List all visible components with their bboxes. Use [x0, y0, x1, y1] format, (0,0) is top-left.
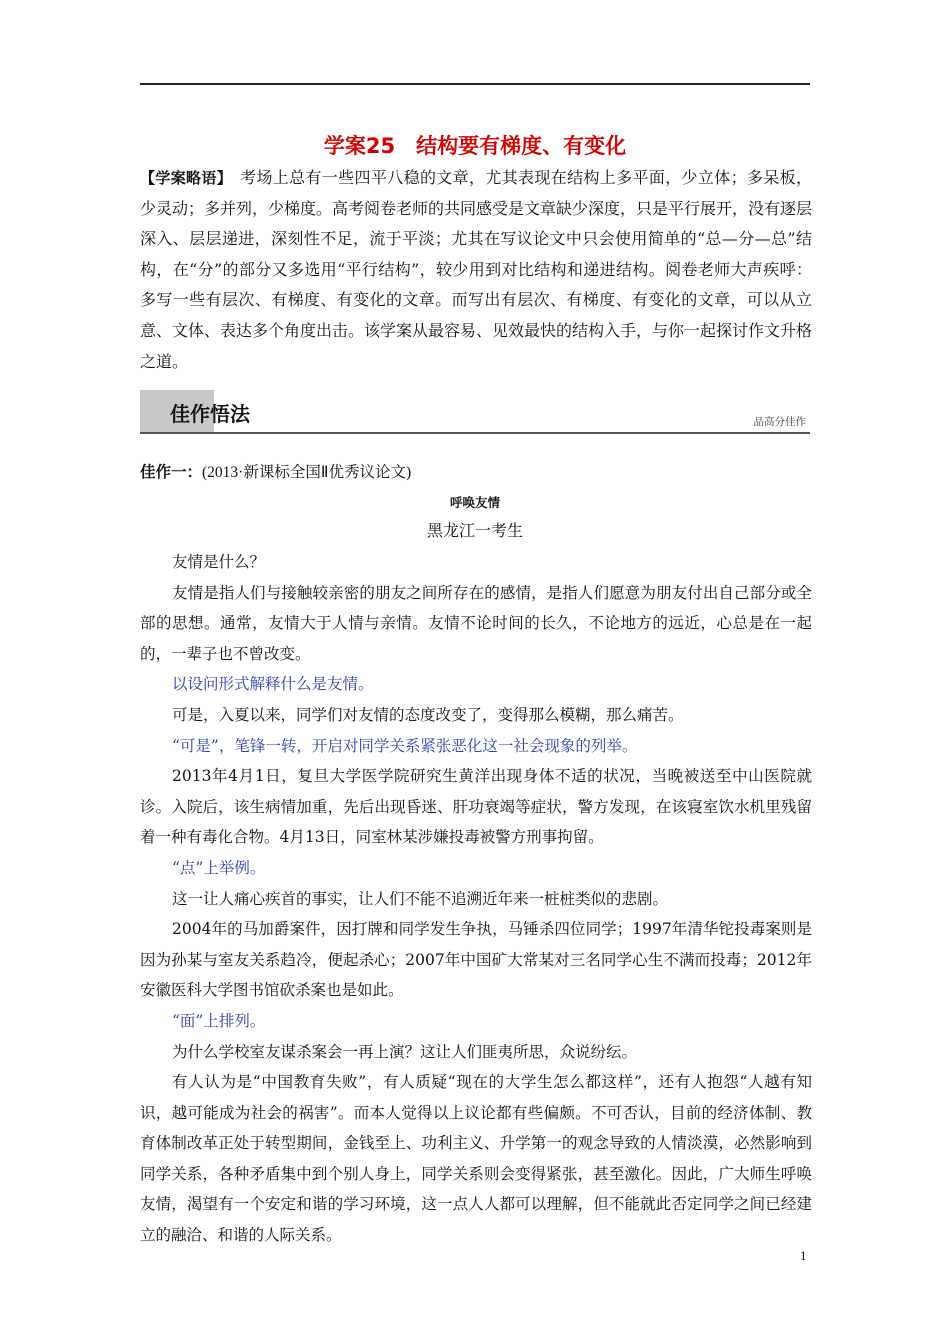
essay-paragraph: 为什么学校室友谋杀案会一再上演？这让人们匪夷所思，众说纷纭。: [172, 1042, 638, 1061]
essay-body: [140, 547, 812, 1251]
section-header: [140, 390, 810, 434]
essay-paragraph: 友情是什么？: [172, 553, 266, 571]
page-number: 1: [800, 1248, 807, 1263]
section-subtitle: 品高分佳作: [753, 416, 806, 428]
annotation-note: “可是”，笔锋一转，开启对同学关系紧张恶化这一社会现象的列举。: [172, 736, 638, 755]
annotation-note: “点”上举例。: [172, 858, 266, 877]
example-heading: [140, 460, 411, 482]
essay-paragraph: 可是，入夏以来，同学们对友情的态度改变了，变得那么模糊，那么痛苦。: [172, 705, 684, 724]
essay-paragraph: 有人认为是“中国教育失败”，有人质疑“现在的大学生怎么都这样”，还有人抱怨“人越有知识，越可能成为社会的祸害”。而本人觉得以上议论都有些偏颇。不可否认，目前的经济体制、教育体制改革正处于转型期间，金钱至上、功利主义、升学第一的观念导致的人情淡漠，必然影响到同学关系，各种矛盾集中到个别人身上，同学关系则会变得紧张，甚至激化。因此，广大师生呼唤友情，渴望有一个安定和谐的学习环境，这一点人人都可以理解，但不能就此否定同学之间已经建立的融洽、和谐的人际关系。: [140, 1073, 812, 1245]
essay-paragraph: 这一让人痛心疾首的事实，让人们不能不追溯近年来一桩桩类似的悲剧。: [172, 889, 669, 908]
intro-text: 考场上总有一些四平八稳的文章，尤其表现在结构上多平面，少立体；多呆板，少灵动；多并列，少梯度。高考阅卷老师的共同感受是文章缺少深度，只是平行展开，没有逐层深入、层层递进，深刻性不足，流于平淡；尤其在写议论文中只会使用简单的“总—分—总”结构，在“分”的部分又多选用“平行结构”，较少用到对比结构和递进结构。阅卷老师大声疾呼：多写一些有层次、有梯度、有变化的文章。而写出有层次、有梯度、有变化的文章，可以从立意、文体、表达多个角度出击。该学案从最容易、见效最快的结构入手，与你一起探讨作文升格之道。: [140, 168, 813, 371]
example-source: (2013·新课标全国Ⅱ优秀议论文): [202, 464, 412, 481]
intro-paragraph: [140, 163, 812, 377]
section-rule: [140, 432, 810, 434]
header-rule: [140, 83, 810, 85]
annotation-note: “面”上排列。: [172, 1011, 266, 1030]
section-title: 佳作悟法: [170, 402, 250, 426]
essay-paragraph: 友情是指人们与接触较亲密的朋友之间所存在的感情，是指人们愿意为朋友付出自己部分或全部的思想。通常，友情大于人情与亲情。友情不论时间的长久，不论地方的远近，心总是在一起的，一辈子也不曾改变。: [140, 583, 812, 663]
intro-tag: 【学案略语】: [140, 169, 233, 187]
essay-title: 呼唤友情: [449, 495, 500, 510]
essay-author: 黑龙江一考生: [426, 521, 523, 540]
essay-paragraph: 2013年4月1日，复旦大学医学院研究生黄洋出现身体不适的状况，当晚被送至中山医院就诊。入院后，该生病情加重，先后出现昏迷、肝功衰竭等症状，警方发现，在该寝室饮水机里残留着一种有毒化合物。4月13日，同室林某涉嫌投毒被警方刑事拘留。: [140, 767, 812, 847]
essay-paragraph: 2004年的马加爵案件，因打牌和同学发生争执，马锤杀四位同学；1997年清华铊投毒案则是因为孙某与室友关系趋冷，便起杀心；2007年中国矿大常某对三名同学心生不满而投毒；2012年安徽医科大学图书馆砍杀案也是如此。: [140, 920, 812, 1000]
page-title: 学案25 结构要有梯度、有变化: [323, 134, 627, 158]
annotation-note: 以设问形式解释什么是友情。: [172, 675, 374, 694]
example-label: 佳作一：: [140, 463, 203, 481]
